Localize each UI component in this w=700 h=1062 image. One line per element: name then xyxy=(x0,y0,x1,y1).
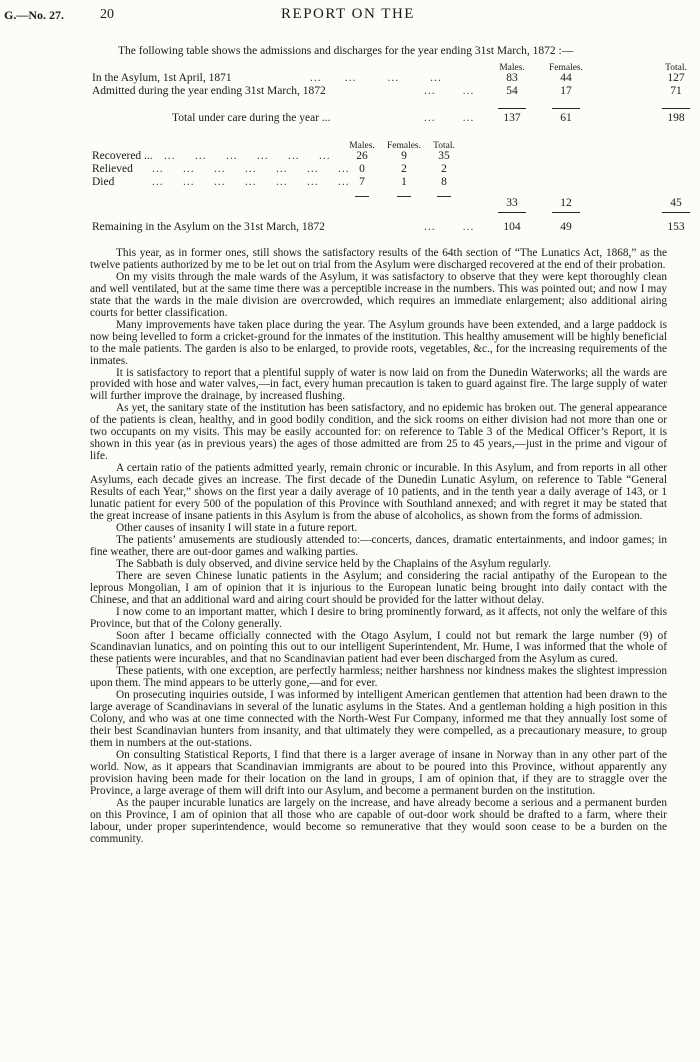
document-reference: G.—No. 27. xyxy=(4,8,64,22)
sum-rule xyxy=(552,108,580,109)
sum-rule xyxy=(498,212,526,213)
paragraph: There are seven Chinese lunatic patients in the Asylum; and considering the racial antipathy of the European to the leprous Mongolian, I am of opinion that it is injurious to the European lunatic being brought into daily contact with the Chinese, and that an additional ward and airing court should be provided for the latter without delay. xyxy=(90,569,667,606)
col-males: Males. xyxy=(349,141,375,151)
sum-rule xyxy=(662,108,690,109)
cell-females: 49 xyxy=(560,221,572,233)
sum-rule xyxy=(552,212,580,213)
leader-dots: ... ... ... ... ... ... ... xyxy=(152,176,350,188)
row-label: Total under care during the year ... xyxy=(172,112,331,124)
cell-females: 61 xyxy=(560,112,572,124)
discharges-header-row xyxy=(92,140,688,150)
table-row xyxy=(92,72,688,85)
table-remaining-row xyxy=(92,221,688,234)
page-title: REPORT ON THE xyxy=(281,6,415,22)
cell-females: 44 xyxy=(560,72,572,84)
paragraph: Soon after I became officially connected with the Otago Asylum, I could not but remark the large number (9) of Scandinavian lunatics, and on pointing this out to our intelligent Superintendent, Mr. Hume, I was informed that the whole of these patients were incurables, and that no Scandinavian patient had ever been discharged from the Asylum as cured. xyxy=(90,629,667,666)
paragraph: As yet, the sanitary state of the institution has been satisfactory, and no epidemic has broken out. The general appearance of the patients is clean, healthy, and in good bodily condition, and the sick rooms on either division had not more than one or two occupants on my visits. This may be easily accounted for: on reference to Table 3 of the Medical Officer’s Report, it is shown in this year (as in previous years) the ages of those admitted are from 25 to 45 years,—just in the prime and vigour of life. xyxy=(90,402,667,463)
table-row xyxy=(92,150,688,163)
admissions-header-row xyxy=(92,62,688,72)
cell-males: 26 xyxy=(356,150,368,162)
paragraph: On prosecuting inquiries outside, I was informed by intelligent American gentlemen that attention had been drawn to the large average of Scandinavians in several of the lunatic asylums in the States. And a gentleman holding a high position in this Colony, and who was at one time connected with the North-West Fur Company, informed me that they annually lost some of their best Scandinavian hunters from insanity, and that ultimately they were compelled, as a precautionary measure, to group them in numbers at the out-stations. xyxy=(90,689,667,750)
col-males: Males. xyxy=(499,63,525,73)
cell-females: 2 xyxy=(401,163,407,175)
row-label: Died xyxy=(92,176,115,188)
sum-rule xyxy=(498,108,526,109)
cell-total: 35 xyxy=(438,150,450,162)
admissions-table xyxy=(92,62,688,125)
row-label: Recovered ... xyxy=(92,150,153,162)
report-body xyxy=(90,248,667,846)
cell-males: 137 xyxy=(503,112,521,124)
paragraph: On my visits through the male wards of the Asylum, it was satisfactory to observe that they were kept thoroughly clean and well ventilated, but at the same time there was a perceptible increase in the numbers. This was pointed out; and now I may state that the wards in the male division are overcrowded, which requires an immediate enlargement; also additional airing courts for better classification. xyxy=(90,270,667,319)
cell-total: 127 xyxy=(667,72,685,84)
page-number: 20 xyxy=(100,7,114,22)
col-females: Females. xyxy=(548,63,584,73)
page-header xyxy=(4,6,692,28)
cell-total: 2 xyxy=(441,163,447,175)
paragraph: This year, as in former ones, still shows the satisfactory results of the 64th section of “The Lunatics Act, 1868,” as the twelve patients authorized by me to be let out on trial from the Asylum were discharged recovered at the end of their probation. xyxy=(90,247,667,271)
cell-males: 0 xyxy=(359,163,365,175)
cell-females: 17 xyxy=(560,85,572,97)
table-intro: The following table shows the admissions and discharges for the year ending 31st March, 1872 :— xyxy=(118,45,574,57)
cell-males: 83 xyxy=(506,72,518,84)
paragraph: On consulting Statistical Reports, I find that there is a larger average of insane in Norway than in any other part of the world. Now, as it appears that Scandinavian immigrants are about to be poured into this Province, without apparently any provision having been made for their location on the land in groups, I am of opinion that, if they are to straggle over the Province, a large average of them will drift into our Asylum, and become a permanent burden on the institution. xyxy=(90,749,667,797)
paragraph: Many improvements have taken place during the year. The Asylum grounds have been extended, and a large paddock is now being levelled to form a cricket-ground for the inmates of the institution. This healthy amusement will be highly beneficial to the male patients. The garden is also to be enlarged, to provide roots, vegetables, &c., for the increasing requirements of the inmates. xyxy=(90,318,667,367)
cell-total: 153 xyxy=(667,221,685,233)
paragraph: The patients’ amusements are studiously attended to:—concerts, dances, dramatic entertainments, and indoor games; in fine weather, there are out-door games and walking parties. xyxy=(90,533,667,558)
row-label: Admitted during the year ending 31st March, 1872 xyxy=(92,85,326,97)
row-label: Relieved xyxy=(92,163,133,175)
cell-males: 33 xyxy=(506,197,518,209)
table-row xyxy=(92,163,688,176)
leader-dots: ... ... xyxy=(424,221,475,233)
col-females: Females. xyxy=(386,141,422,151)
paragraph: A certain ratio of the patients admitted yearly, remain chronic or incurable. In this Asylum, and from reports in all other Asylums, each decade gives an increase. The first decade of the Dunedin Lunatic Asylum, on reference to Table “General Results of each Year,” shows on the first year a daily average of 10 patients, and in the tenth year a daily average of 143, or 1 lunatic patient for every 500 of the population of this Province with Southland annexed; and with regret it may be stated that the great increase of insane patients in this Asylum is from the abuse of alcoholics, as shown from the forms of admission. xyxy=(90,462,667,522)
cell-males: 104 xyxy=(503,221,521,233)
cell-females: 12 xyxy=(560,197,572,209)
col-total: Total. xyxy=(665,63,687,73)
leader-dots: ... ... ... ... xyxy=(310,72,442,84)
leader-dots: ... ... xyxy=(424,112,475,124)
cell-total: 198 xyxy=(667,112,685,124)
leader-dots: ... ... ... ... ... ... xyxy=(164,150,331,162)
discharges-table xyxy=(92,140,688,234)
cell-total: 45 xyxy=(670,197,682,209)
cell-total: 71 xyxy=(670,85,682,97)
paragraph: The Sabbath is duly observed, and divine service held by the Chaplains of the Asylum regularly. xyxy=(116,557,552,570)
paragraph: As the pauper incurable lunatics are largely on the increase, and have already become a serious and a permanent burden on this Province, I am of opinion that all those who are capable of out-door work should be drafted to a farm, where their labour, under proper superintendence, would become so remunerative that they would soon cease to be a burden on the community. xyxy=(90,796,667,845)
cell-total: 8 xyxy=(441,176,447,188)
table-row xyxy=(92,85,688,98)
cell-females: 1 xyxy=(401,176,407,188)
cell-females: 9 xyxy=(401,150,407,162)
sum-rule xyxy=(662,212,690,213)
paragraph: I now come to an important matter, which I desire to bring prominently forward, as it affects, not only the welfare of this Province, but that of the Colony generally. xyxy=(90,605,667,630)
leader-dots: ... ... xyxy=(424,85,475,97)
table-sum-row xyxy=(92,197,688,210)
cell-males: 7 xyxy=(359,176,365,188)
table-row xyxy=(92,176,688,189)
paragraph: Other causes of insanity I will state in a future report. xyxy=(116,521,358,534)
col-total: Total. xyxy=(433,141,455,151)
paragraph: These patients, with one exception, are perfectly harmless; neither harshness nor kindness makes the slightest impression upon them. The mind appears to be utterly gone,—and for ever. xyxy=(90,665,667,690)
leader-dots: ... ... ... ... ... ... ... xyxy=(152,163,350,175)
row-label: In the Asylum, 1st April, 1871 xyxy=(92,72,232,84)
row-label: Remaining in the Asylum on the 31st March, 1872 xyxy=(92,221,325,233)
table-total-row xyxy=(92,112,688,125)
paragraph: It is satisfactory to report that a plentiful supply of water is now laid on from the Dunedin Waterworks; all the wards are provided with hose and water valves,—in fact, every human precaution is taken to guard against fire. The large supply of water will further improve the drainage, by increased flushing. xyxy=(90,366,667,403)
cell-males: 54 xyxy=(506,85,518,97)
